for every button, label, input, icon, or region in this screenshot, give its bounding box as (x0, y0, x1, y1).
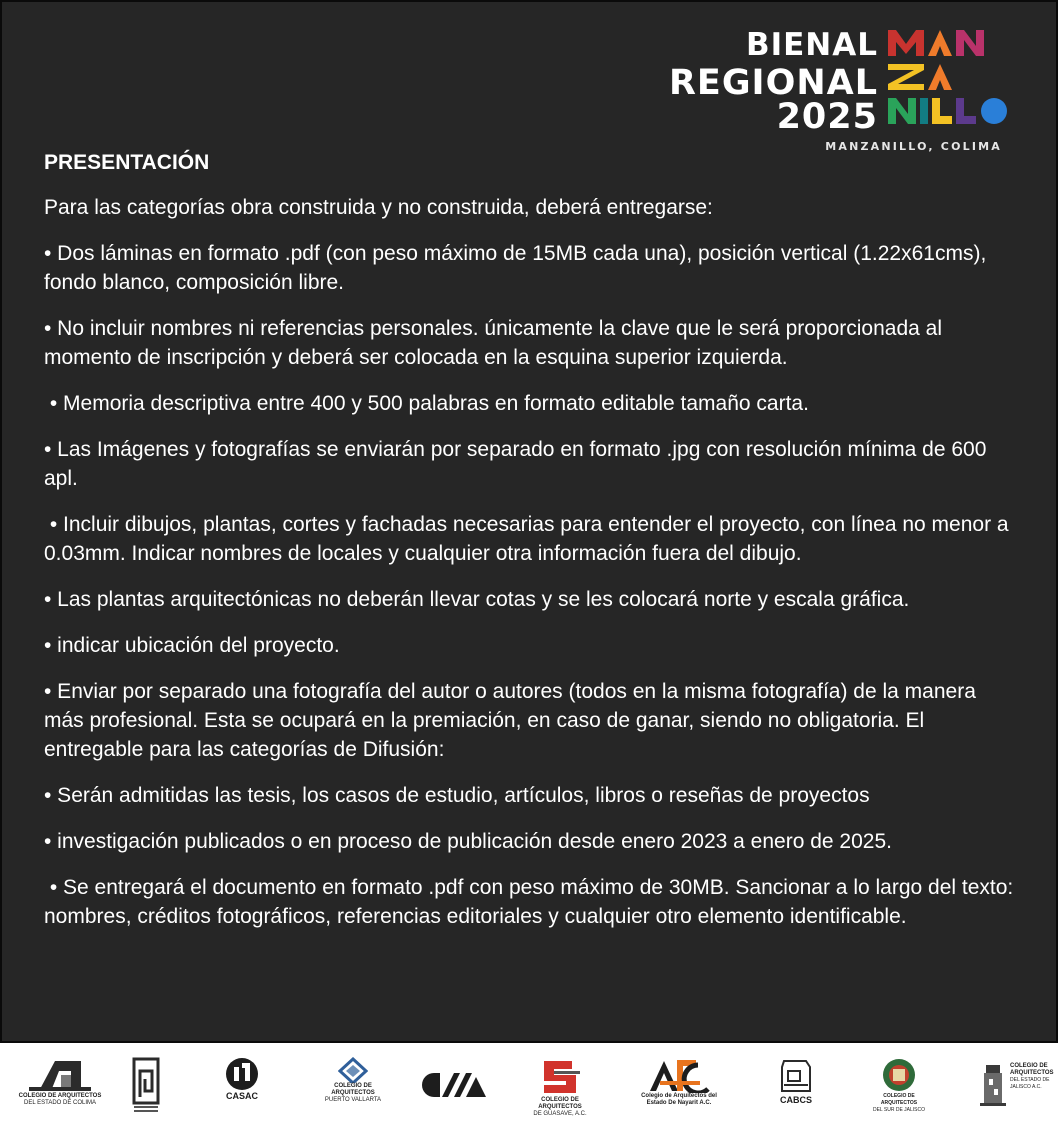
casac-logo-icon (224, 1057, 260, 1091)
logo-nayarit-sub: Estado De Nayarit A.C. (646, 1100, 712, 1106)
paragraph-intro: Para las categorías obra construida y no construida, deberá entregarse: (44, 196, 713, 219)
paragraph-tesis: • Serán admitidas las tesis, los casos de estudio, artículos, libros o reseñas de proyectos (44, 784, 870, 807)
logo-line-regional: REGIONAL (668, 63, 878, 103)
paragraph-plantas: • Las plantas arquitectónicas no deberán llevar cotas y se les colocará norte y escala gráfica. (44, 588, 910, 611)
cabcs-logo-icon (776, 1057, 816, 1095)
logo-colima (12, 1057, 108, 1107)
logo-sur-jalisco (868, 1057, 930, 1114)
paragraph-no-nombres: • No incluir nombres ni referencias personales. únicamente la clave que le será proporcionada al momento de inscripción y deberá ser colocada en la esquina superior izquierda. (44, 317, 943, 369)
logo-sur-jalisco-caption: COLEGIO DE ARQUITECTOS (880, 1093, 918, 1106)
paragraph-documento: • Se entregará el documento en formato .pdf con peso máximo de 30MB. Sancionar a lo largo del texto: nombres, créditos fotográficos, referencias editoriales y cualquier otro elemento identificable. (44, 876, 1020, 928)
logo-casac-caption: CASAC (225, 1091, 258, 1101)
paragraph-imagenes: • Las Imágenes y fotografías se enviarán por separado en formato .jpg con resolución mínima de 600 apl. (44, 438, 987, 490)
logo-jalisco-sub: DEL ESTADO DE JALISCO A.C. (1010, 1077, 1050, 1090)
logo-vallarta (318, 1057, 388, 1104)
vallarta-logo-icon (338, 1057, 368, 1083)
manzanillo-mark-icon (888, 30, 1008, 130)
guasave-logo-icon (538, 1057, 582, 1097)
paragraph-fotografia: • Enviar por separado una fotografía del autor o autores (todos en la misma fotografía) de la manera más profesional. Esta se ocupará en la premiación, en caso de ganar, siendo no obligatoria. El entregable para las categorías de Difusión: (44, 680, 976, 761)
bienal-logo (668, 26, 1018, 156)
michoacan-logo-icon (132, 1057, 160, 1113)
presentation-content (44, 148, 1019, 948)
logo-sur-jalisco-sub: DEL SUR DE JALISCO (872, 1107, 926, 1113)
page-title: PRESENTACIÓN (44, 151, 210, 174)
logo-guasave-caption: COLEGIO DE ARQUITECTOS (538, 1097, 582, 1110)
logo-casac (220, 1057, 264, 1102)
sponsor-logos-footer (0, 1043, 1058, 1121)
nayarit-logo-icon (646, 1057, 712, 1093)
logo-nayarit (636, 1057, 722, 1107)
logo-city: MANZANILLO, COLIMA (825, 140, 1002, 153)
logo-cam (418, 1071, 490, 1099)
logo-guasave (528, 1057, 592, 1118)
logo-nayarit-caption: Colegio de Arquitectos del (641, 1093, 717, 1099)
paragraph-memoria: • Memoria descriptiva entre 400 y 500 palabras en formato editable tamaño carta. (44, 392, 809, 415)
logo-cabcs-caption: CABCS (779, 1095, 812, 1105)
logo-vallarta-caption: COLEGIO DE ARQUITECTOS (331, 1083, 375, 1096)
logo-vallarta-sub: PUERTO VALLARTA (324, 1097, 382, 1103)
logo-colima-sub: DEL ESTADO DE COLIMA (23, 1100, 96, 1106)
logo-jalisco-caption: COLEGIO DE ARQUITECTOS (1010, 1063, 1054, 1076)
logo-cabcs (770, 1057, 822, 1106)
jalisco-tower-icon (978, 1063, 1008, 1107)
logo-michoacan (126, 1057, 166, 1113)
logo-line-year: 2025 (776, 97, 878, 137)
logo-guasave-sub: DE GUASAVE, A.C. (533, 1111, 587, 1117)
colima-logo-icon (25, 1057, 95, 1093)
logo-colima-caption: COLEGIO DE ARQUITECTOS (18, 1093, 102, 1099)
sur-jalisco-logo-icon (881, 1057, 917, 1093)
paragraph-investigacion: • investigación publicados o en proceso de publicación desde enero 2023 a enero de 2025. (44, 830, 892, 853)
logo-line-bienal: BIENAL (745, 27, 878, 63)
logo-jalisco (978, 1063, 1054, 1107)
paragraph-laminas: • Dos láminas en formato .pdf (con peso máximo de 15MB cada una), posición vertical (1.22x61cms), fondo blanco, composición libre. (44, 242, 987, 294)
cam-logo-icon (420, 1071, 488, 1099)
paragraph-dibujos: • Incluir dibujos, plantas, cortes y fachadas necesarias para entender el proyecto, con línea no menor a 0.03mm. Indicar nombres de locales y cualquier otra información fuera del dibujo. (44, 513, 1015, 565)
paragraph-ubicacion: • indicar ubicación del proyecto. (44, 634, 340, 657)
